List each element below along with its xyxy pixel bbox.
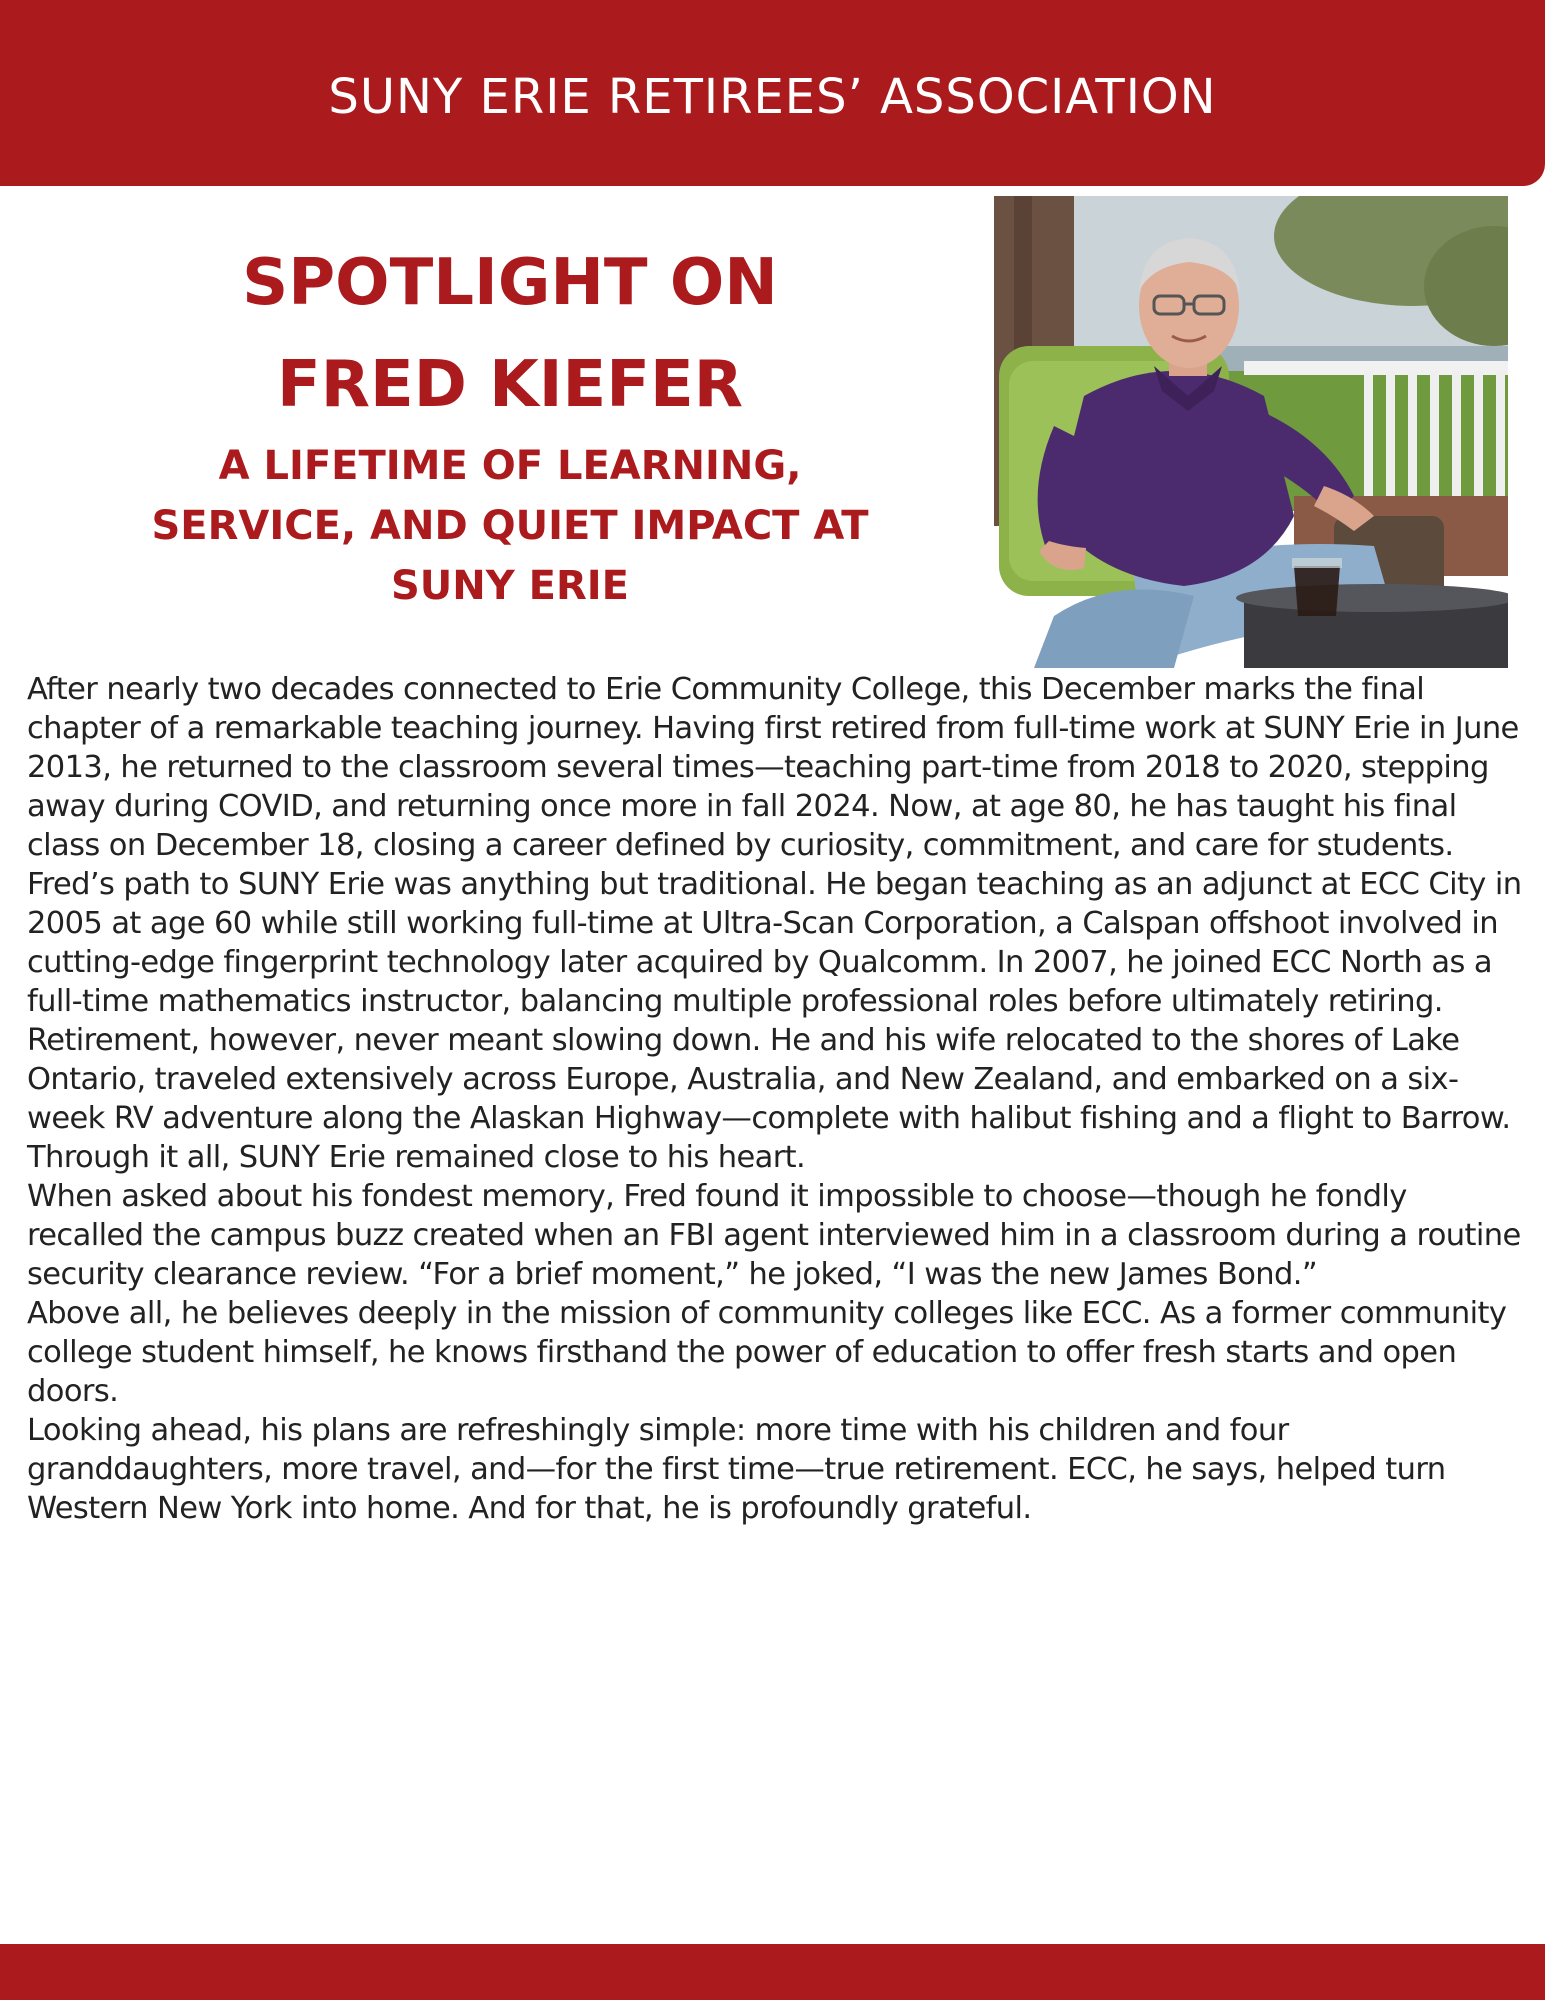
article-paragraph: Retirement, however, never meant slowing down. He and his wife relocated to the shores of Lake Ontario, traveled extensively across Europe, Australia, and New Zealand, and embarked on a six-week RV adventure along the Alaskan Highway—complete with halibut fishing and a flight to Barrow. Through it all, SUNY Erie remained close to his heart. — [27, 1023, 1511, 1175]
article-body — [27, 670, 1527, 1528]
subheadline-line-1: A LIFETIME OF LEARNING, — [218, 443, 802, 489]
article-paragraph: After nearly two decades connected to Erie Community College, this December marks the final chapter of a remarkable teaching journey. Having first retired from full-time work at SUNY Erie in June 2013, he returned to the classroom several times—teaching part-time from 2018 to 2020, stepping away during COVID, and returning once more in fall 2024. Now, at age 80, he has taught his final class on December 18, closing a career defined by curiosity, commitment, and care for students. — [27, 672, 1519, 863]
headline-block — [40, 232, 980, 616]
headline-line-2: FRED KIEFER — [277, 348, 743, 422]
article-paragraph: Fred’s path to SUNY Erie was anything but traditional. He began teaching as an adjunct at ECC City in 2005 at age 60 while still working full-time at Ultra-Scan Corporation, a Calspan offshoot involved in cutting-edge fingerprint technology later acquired by Qualcomm. In 2007, he joined ECC North as a full-time mathematics instructor, balancing multiple professional roles before ultimately retiring. — [27, 867, 1522, 1019]
headline-line-1: SPOTLIGHT ON — [242, 246, 778, 320]
footer-bar — [0, 1944, 1545, 2000]
subheadline-line-3: SUNY ERIE — [391, 563, 629, 609]
organization-name: SUNY ERIE RETIREES’ ASSOCIATION — [328, 69, 1217, 125]
subheadline-line-2: SERVICE, AND QUIET IMPACT AT — [151, 503, 869, 549]
portrait-illustration — [994, 196, 1508, 668]
portrait-photo — [994, 196, 1508, 668]
header-banner — [0, 0, 1545, 186]
article-paragraph: Looking ahead, his plans are refreshingly simple: more time with his children and four granddaughters, more travel, and—for the first time—true retirement. ECC, he says, helped turn Western New York into home. And for that, he is profoundly grateful. — [27, 1413, 1446, 1526]
article-paragraph: When asked about his fondest memory, Fred found it impossible to choose—though he fondly recalled the campus buzz created when an FBI agent interviewed him in a classroom during a routine security clearance review. “For a brief moment,” he joked, “I was the new James Bond.” — [27, 1179, 1521, 1292]
article-paragraph: Above all, he believes deeply in the mission of community colleges like ECC. As a former community college student himself, he knows firsthand the power of education to offer fresh starts and open doors. — [27, 1296, 1507, 1409]
